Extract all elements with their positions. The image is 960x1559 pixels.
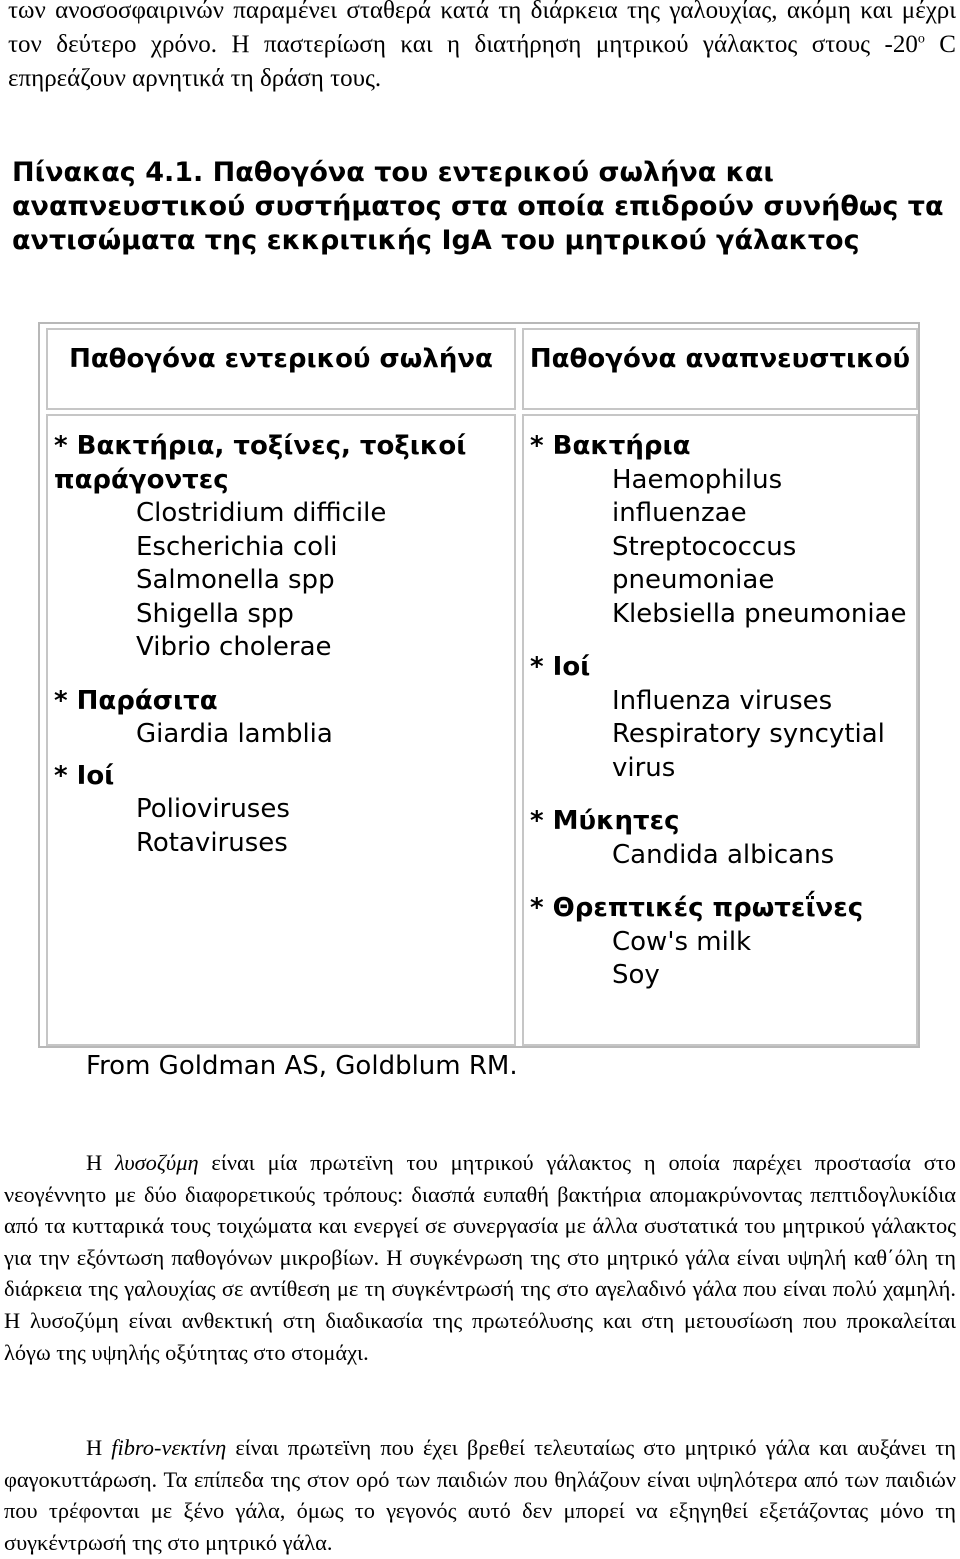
fibronectin-paragraph [4, 1432, 956, 1558]
intro-text-2: C επηρεάζουν αρνητικά τη δράση τους. [8, 31, 956, 92]
table-source: From Goldman AS, Goldblum RM. [86, 1051, 518, 1081]
list-item: Klebsiella pneumoniae [612, 598, 907, 629]
table-caption: Πίνακας 4.1. Παθογόνα του εντερικού σωλήνα και αναπνευστικού συστήματος στα οποία επιδρούν συνήθως τα αντισώματα της εκκριτικής IgA του μητρικού γάλακτος [12, 157, 944, 256]
para-lead: Η [86, 1150, 116, 1175]
list-item: Shigella spp [136, 598, 294, 629]
group-title: * Ιοί [530, 652, 591, 682]
term-fibronectin: fibro-νεκτίνη [111, 1435, 227, 1460]
intestinal-pathogens-cell [46, 414, 516, 1046]
header-respiratory: Παθογόνα αναπνευστικού [529, 344, 911, 374]
list-item: Respiratory syncytial virus [612, 719, 885, 783]
list-item: Rotaviruses [136, 827, 288, 858]
list-item: Soy [612, 960, 660, 990]
lysozyme-paragraph [4, 1147, 956, 1368]
para-lead: Η [86, 1435, 112, 1460]
list-item: Streptococcus pneumoniae [612, 531, 797, 595]
degree-superscript: ο [917, 31, 925, 47]
list-item: Clostridium difficile [136, 498, 387, 528]
term-lysozyme: λυσοζύμη [115, 1150, 199, 1175]
header-cell-intestinal [46, 328, 516, 410]
group-title: * Θρεπτικές πρωτεΐνες [530, 893, 864, 923]
list-item: Vibrio cholerae [136, 632, 332, 662]
list-item: Salmonella spp [136, 565, 335, 595]
intro-paragraph [8, 0, 956, 96]
list-item: Escherichia coli [136, 531, 338, 562]
group-title: * Παράσιτα [54, 685, 218, 716]
group-title: * Βακτήρια, τοξίνες, τοξικοί παράγοντες [54, 431, 467, 495]
group-title: * Βακτήρια [530, 431, 691, 461]
list-item: Influenza viruses [612, 685, 833, 716]
respiratory-pathogens-cell [522, 414, 918, 1046]
para-text: είναι πρωτεϊνη που έχει βρεθεί τελευταίως στο μητρικό γάλα και αυξάνει τη φαγοκυττάρωση. Τα επίπεδα της στον ορό των παιδιών που θηλάζουν είναι υψηλότερα από των παιδιών που τρέφονται με ξένο γάλα, όμως το γεγονός αυτό δεν μπορεί να εξηγηθεί εξετάζοντας μόνο τη συγκέντρωσή της στο μητρικό γάλα. [4, 1435, 956, 1555]
header-intestinal: Παθογόνα εντερικού σωλήνα [69, 344, 493, 374]
group-title: * Μύκητες [530, 806, 680, 836]
para-text: είναι μία πρωτεϊνη του μητρικού γάλακτος η οποία παρέχει προστασία στο νεογέννητο με δύο διαφορετικούς τρόπους: διασπά ευπαθή βακτήρια απομακρύνοντας πεπτιδογλυκίδια από τα κυτταρικά τους τοιχώματα και ενεργεί σε συνεργασία με άλλα συστατικά του μητρικού γάλακτος για την εξόντωση παθογόνων μικροβίων. Η συγκένρωση της στο μητρικό γάλα είναι υψηλή καθ΄όλη τη διάρκεια της γαλουχίας σε αντίθεση με τη συγκέντρωσή της στο αγελαδινό γάλα που είναι πολύ χαμηλή. Η λυσοζύμη είναι ανθεκτική στη διαδικασία της πρωτεόλυσης και στη μετουσίωση που προκαλείται λόγω της υψηλής οξύτητας στο στομάχι. [4, 1150, 956, 1365]
list-item: Candida albicans [612, 839, 835, 870]
list-item: Haemophilus influenzae [612, 464, 783, 528]
list-item: Polioviruses [136, 794, 290, 824]
header-cell-respiratory [522, 328, 918, 410]
list-item: Giardia lamblia [136, 719, 333, 749]
group-title: * Ιοί [54, 760, 115, 791]
intro-text-1: των ανοσοσφαιρινών παραμένει σταθερά κατά τη διάρκεια της γαλουχίας, ακόμη και μέχρι τον δεύτερο χρόνο. Η παστερίωση και η διατήρηση μητρικού γάλακτος στους -20 [8, 0, 956, 58]
list-item: Cow's milk [612, 926, 752, 957]
pathogens-table [38, 322, 920, 1048]
